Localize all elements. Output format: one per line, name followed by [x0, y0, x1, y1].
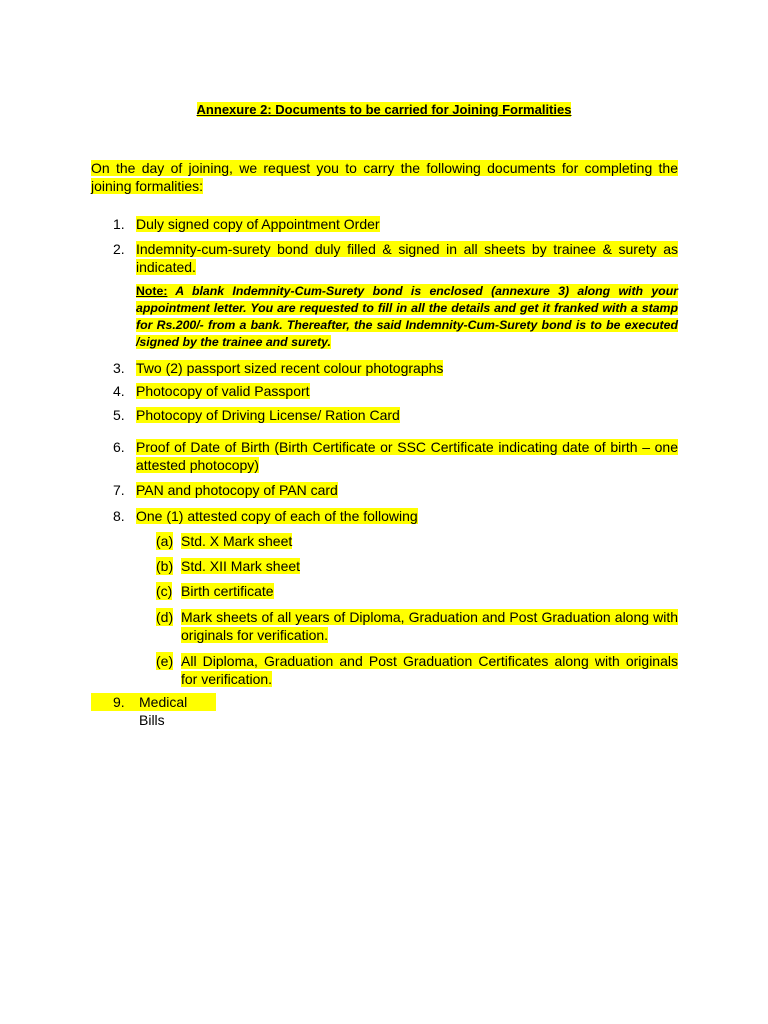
list-item: 5. Photocopy of Driving License/ Ration Card [113, 407, 400, 423]
sub-list-item: (a) Std. X Mark sheet [156, 533, 293, 549]
sub-list-item: (b) Std. XII Mark sheet [156, 558, 301, 574]
list-item: 8. One (1) attested copy of each of the following [113, 508, 418, 524]
list-item-last: 9. Medical Bills [91, 693, 216, 711]
list-item: 7. PAN and photocopy of PAN card [113, 482, 338, 498]
list-item: 2. Indemnity-cum-surety bond duly filled & signed in all sheets by trainee & surety as indicated. [113, 241, 678, 275]
list-item: 1. Duly signed copy of Appointment Order [113, 216, 380, 232]
sub-list-item: (c) Birth certificate [156, 583, 274, 599]
sub-list-item: (d) Mark sheets of all years of Diploma, Graduation and Post Graduation along with originals for verification. [156, 609, 678, 643]
intro-paragraph: On the day of joining, we request you to carry the following documents for completing the joining formalities: [91, 160, 678, 194]
note-text: A blank Indemnity-Cum-Surety bond is enclosed (annexure 3) along with your appointment letter. You are requested to fill in all the details and get it franked with a stamp for Rs.200/- from a bank. Thereafter, the said Indemnity-Cum-Surety bond is to be executed /signed by the trainee and surety. [136, 284, 678, 349]
list-item: 4. Photocopy of valid Passport [113, 383, 310, 399]
note-block [136, 283, 678, 351]
note-label: Note: [136, 284, 168, 298]
list-item: 6. Proof of Date of Birth (Birth Certificate or SSC Certificate indicating date of birth – one attested photocopy) [113, 439, 678, 473]
page-title: Annexure 2: Documents to be carried for Joining Formalities [196, 102, 572, 117]
list-item: 3. Two (2) passport sized recent colour photographs [113, 360, 444, 376]
sub-list-item: (e) All Diploma, Graduation and Post Graduation Certificates along with originals for verification. [156, 653, 678, 687]
